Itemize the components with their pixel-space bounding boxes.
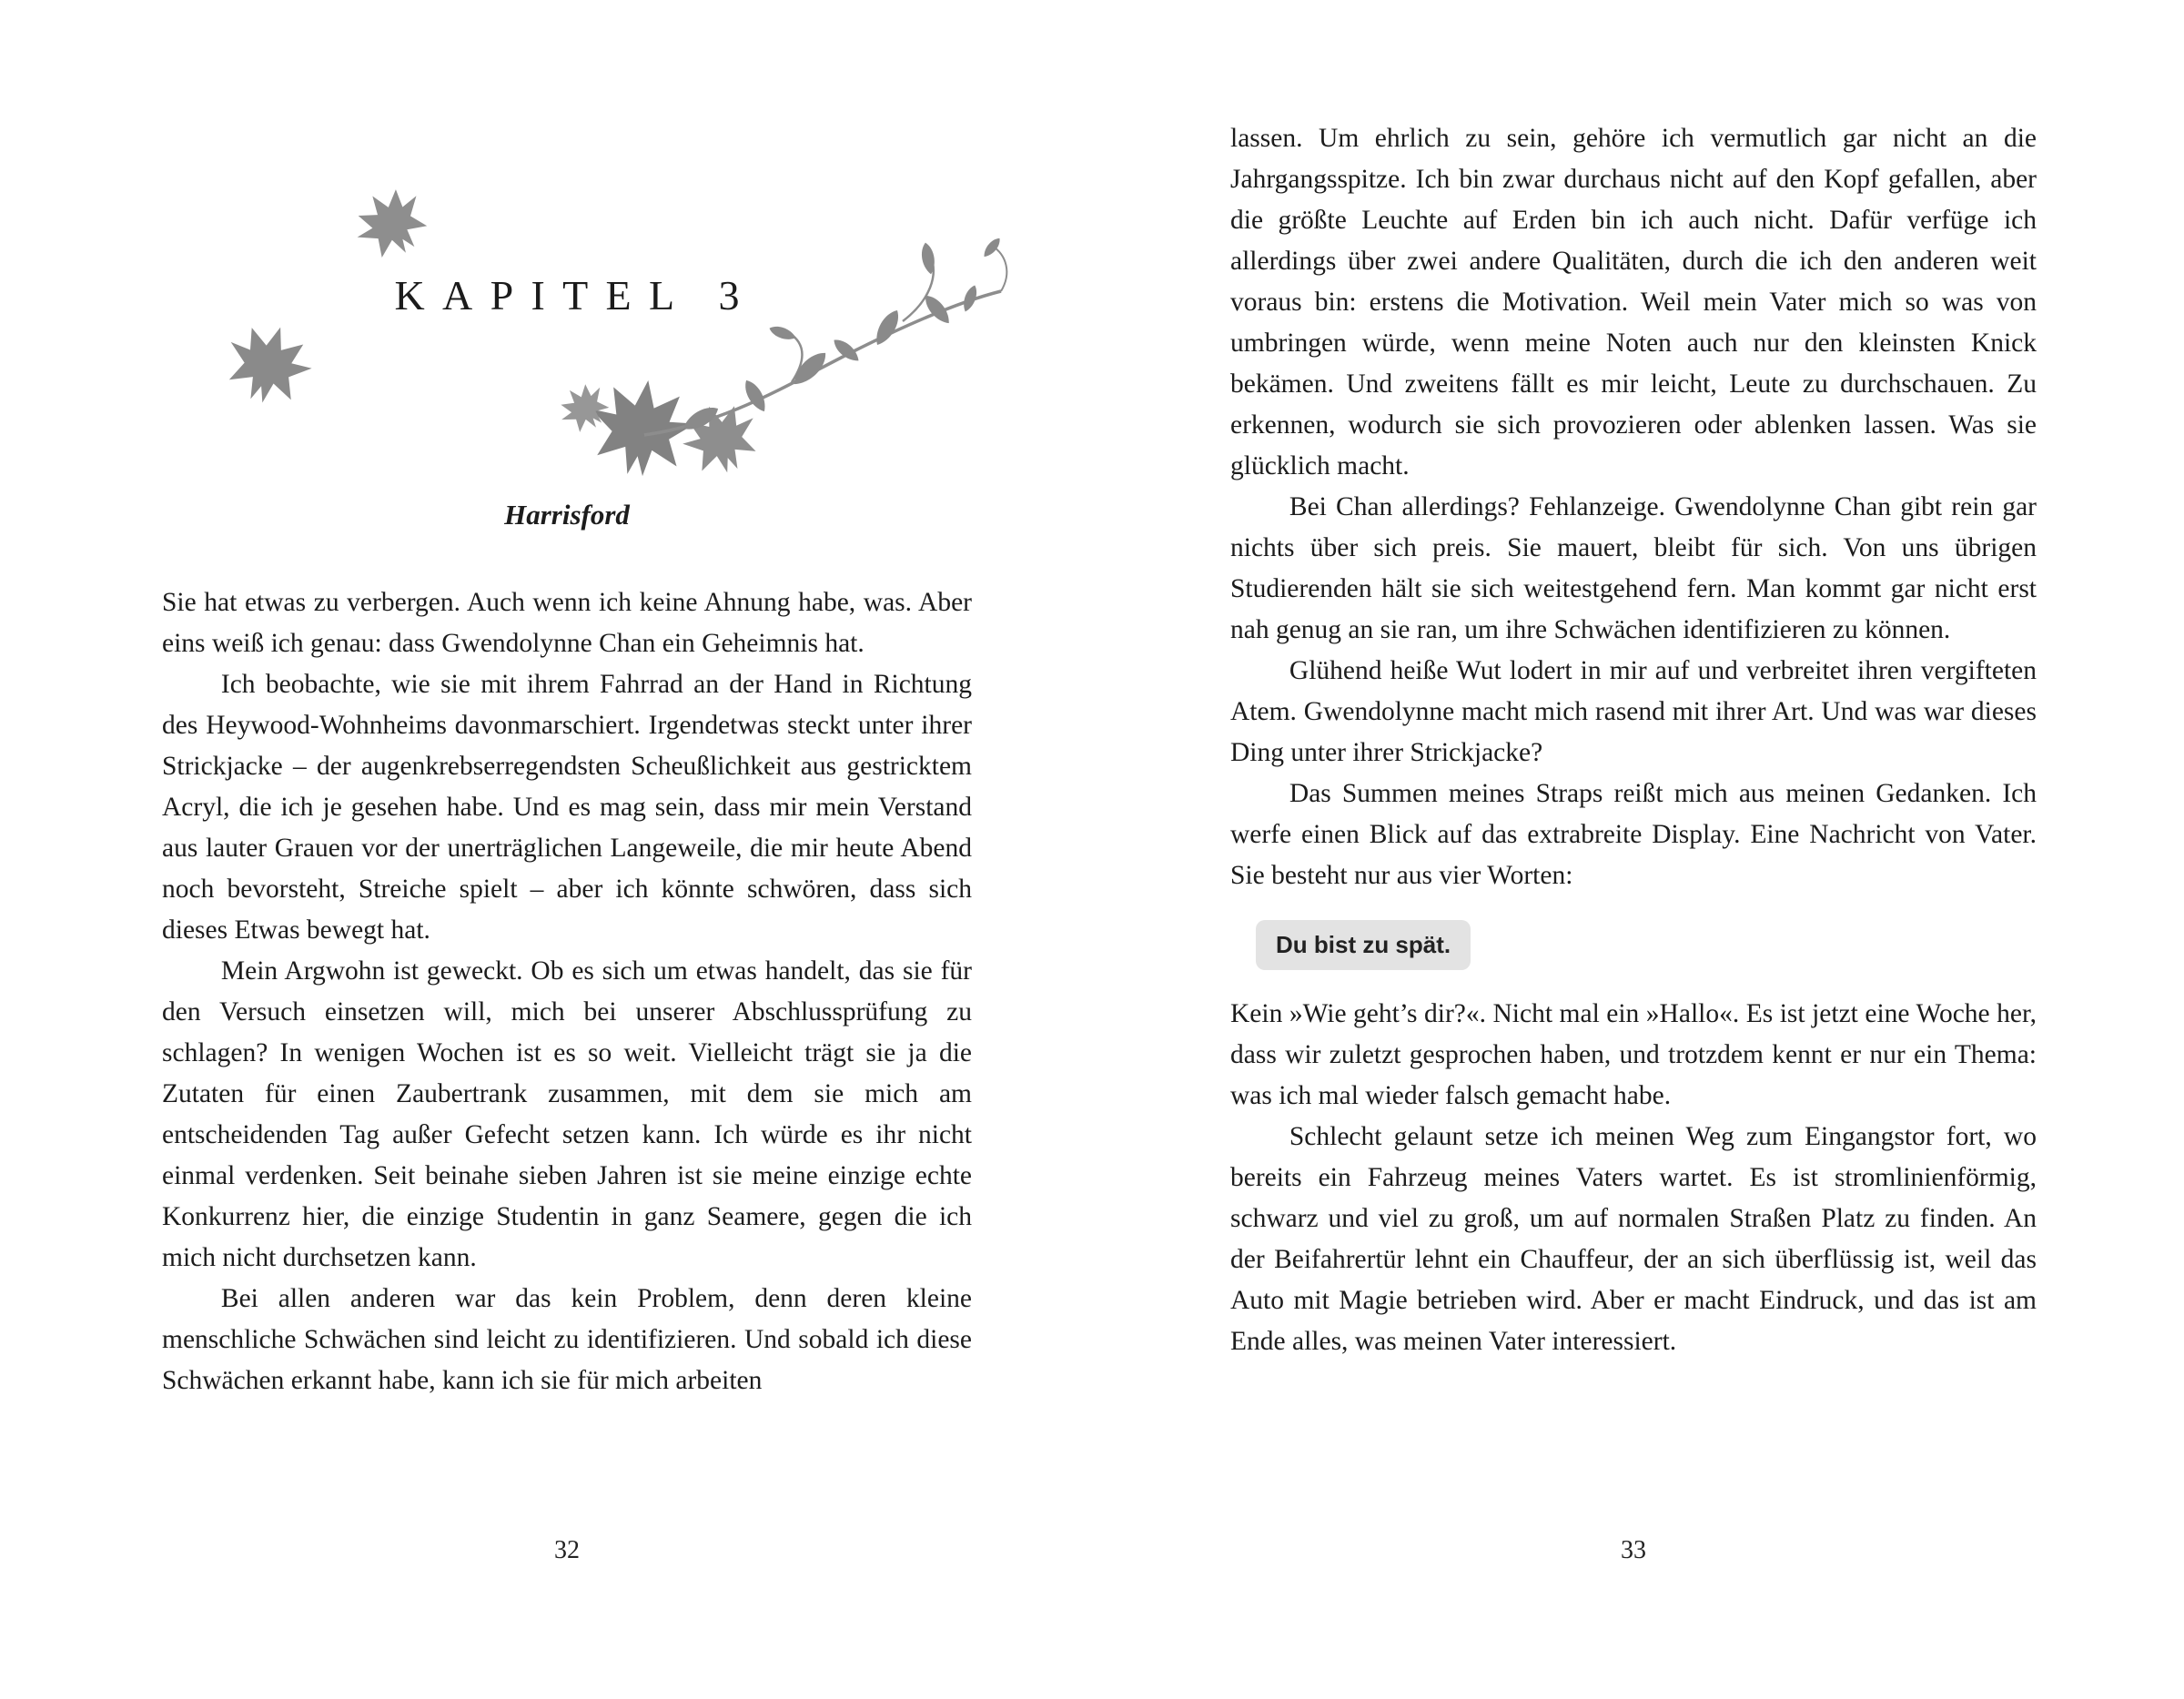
body-paragraph: Bei Chan allerdings? Fehlanzeige. Gwendolynne Chan gibt rein gar nichts über sich preis. Sie mauert, bleibt für sich. Von uns übrigen Studierenden hält sie sich weitestgehend fern. Man kommt gar nicht erst nah genug an sie ran, um ihre Schwächen identifizieren zu können.	[1230, 492, 2037, 644]
page-number-right: 33	[1621, 1536, 1646, 1564]
sms-message-bubble: Du bist zu spät.	[1256, 920, 1471, 970]
body-paragraph: Mein Argwohn ist geweckt. Ob es sich um etwas handelt, das sie für den Versuch einsetzen will, mich bei unserer Abschlussprüfung zu schlagen? In wenigen Wochen ist es so weit. Vielleicht trägt sie ja die Zutaten für einen Zaubertrank zusammen, mit dem sie mich am entscheidenden Tag außer Gefecht setzen kann. Ich würde es ihr nicht einmal verdenken. Seit beinahe sieben Jahren ist sie meine einzige echte Konkurrenz hier, die einzige Studentin in ganz Seamere, gegen die ich mich nicht durchsetzen kann.	[162, 956, 972, 1272]
body-paragraph: Glühend heiße Wut lodert in mir auf und verbreitet ihren vergifteten Atem. Gwendolynne macht mich rasend mit ihrer Art. Und was war dieses Ding unter ihrer Strickjacke?	[1230, 656, 2037, 767]
body-paragraph: Ich beobachte, wie sie mit ihrem Fahrrad an der Hand in Richtung des Heywood-Wohnheims davonmarschiert. Irgendetwas steckt unter ihrer Strickjacke – der augenkrebserregendsten Scheußlichkeit aus gestricktem Acryl, die ich je gesehen habe. Und es mag sein, dass mir mein Verstand aus lauter Grauen vor der unerträglichen Langeweile, die mir heute Abend noch bevorsteht, Streiche spielt – aber ich könnte schwören, dass sich dieses Etwas bewegt hat.	[162, 670, 972, 945]
body-paragraph: lassen. Um ehrlich zu sein, gehöre ich vermutlich gar nicht an die Jahrgangsspitze. Ich bin zwar durchaus nicht auf den Kopf gefallen, aber die größte Leuchte auf Erden bin ich auch nicht. Dafür verfüge ich allerdings über zwei andere Qualitäten, durch die ich den anderen weit voraus bin: erstens die Motivation. Weil mein Vater mich so was von umbringen würde, wenn meine Noten auch nur den kleinsten Knick bekämen. Und zweitens fällt es mir leicht, Leute zu durchschauen. Zu erkennen, wodurch sie sich provozieren oder ablenken lassen. Was sie glücklich macht.	[1230, 124, 2037, 480]
right-text-before-message	[1230, 118, 2037, 896]
chapter-title: KAPITEL 3	[394, 272, 757, 319]
message-bubble-row	[1256, 920, 2037, 970]
ivy-vine-icon	[644, 236, 1006, 435]
chapter-subtitle: Harrisford	[504, 499, 630, 531]
body-paragraph: Sie hat etwas zu verbergen. Auch wenn ich keine Ahnung habe, was. Aber eins weiß ich genau: dass Gwendolynne Chan ein Geheimnis hat.	[162, 588, 972, 658]
body-paragraph: Das Summen meines Straps reißt mich aus meinen Gedanken. Ich werfe einen Blick auf das extrabreite Display. Eine Nachricht von Vater. Sie besteht nur aus vier Worten:	[1230, 779, 2037, 890]
body-paragraph: Kein »Wie geht’s dir?«. Nicht mal ein »Hallo«. Es ist jetzt eine Woche her, dass wir zuletzt gesprochen haben, und trotzdem kennt er nur ein Thema: was ich mal wieder falsch gemacht habe.	[1230, 998, 2037, 1110]
right-text-after-message	[1230, 994, 2037, 1362]
leaf-cluster-icon	[551, 373, 768, 483]
right-body-text	[1230, 118, 2037, 1362]
body-paragraph: Bei allen anderen war das kein Problem, denn deren kleine menschliche Schwächen sind leicht zu identifizieren. Und sobald ich diese Schwächen erkannt habe, kann ich sie für mich arbeiten	[162, 1284, 972, 1395]
chapter-leaf-ivy-decoration	[209, 146, 1010, 501]
left-body-text	[162, 582, 972, 1401]
body-paragraph: Schlecht gelaunt setze ich meinen Weg zum Eingangstor fort, wo bereits ein Fahrzeug meines Vaters wartet. Es ist stromlinienförmig, schwarz und viel zu groß, um auf normalen Straßen Platz zu finden. An der Beifahrertür lehnt ein Chauffeur, der an sich überflüssig ist, weil das Auto mit Magie betrieben wird. Aber er macht Eindruck, und das ist am Ende alles, was meinen Vater interessiert.	[1230, 1121, 2037, 1356]
page-right	[1092, 0, 2184, 1699]
page-number-left: 32	[554, 1536, 580, 1564]
